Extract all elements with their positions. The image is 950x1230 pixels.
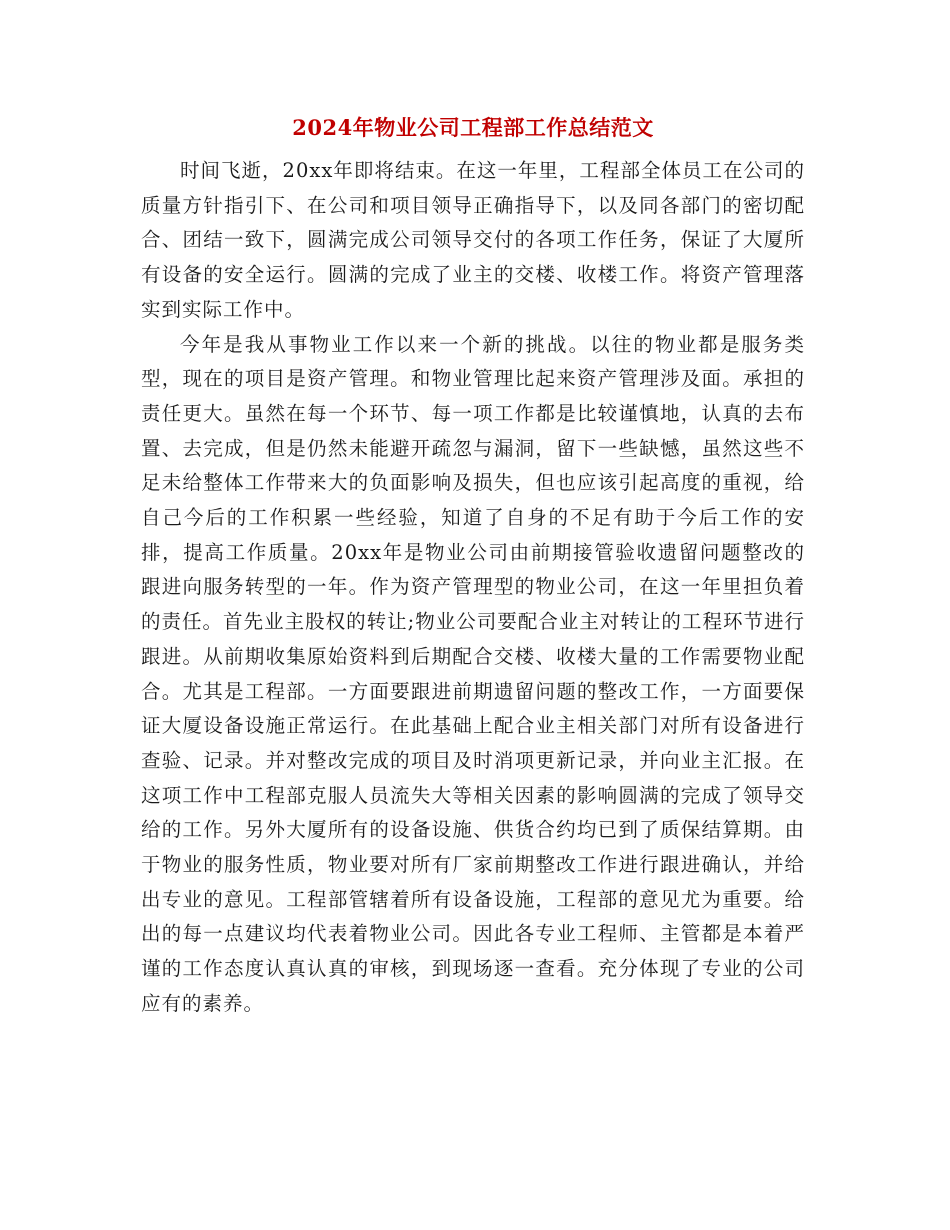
paragraph-intro: 时间飞逝，20xx年即将结束。在这一年里，工程部全体员工在公司的质量方针指引下、在公司和项目领导正确指导下，以及同各部门的密切配合、团结一致下，圆满完成公司领导交付的各项工作任务，保证了大厦所有设备的安全运行。圆满的完成了业主的交楼、收楼工作。将资产管理落实到实际工作中。: [141, 159, 805, 321]
paragraph-challenge: 今年是我从事物业工作以来一个新的挑战。以往的物业都是服务类型，现在的项目是资产管理。和物业管理比起来资产管理涉及面。承担的责任更大。虽然在每一个环节、每一项工作都是比较谨慎地，认真的去布置、去完成，但是仍然未能避开疏忽与漏洞，留下一些缺憾，虽然这些不足未给整体工作带来大的负面影响及损失，但也应该引起高度的重视，给自己今后的工作积累一些经验，知道了自身的不足有助于今后工作的安排，提高工作质量。20xx年是物业公司由前期接管验收遗留问题整改的跟进向服务转型的一年。作为资产管理型的物业公司，在这一年里担负着的责任。首先业主股权的转让;物业公司要配合业主对转让的工程环节进行跟进。从前期收集原始资料到后期配合交楼、收楼大量的工作需要物业配合。尤其是工程部。一方面要跟进前期遗留问题的整改工作，一方面要保证大厦设备设施正常运行。在此基础上配合业主相关部门对所有设备进行查验、记录。并对整改完成的项目及时消项更新记录，并向业主汇报。在这项工作中工程部克服人员流失大等相关因素的影响圆满的完成了领导交给的工作。另外大厦所有的设备设施、供货合约均已到了质保结算期。由于物业的服务性质，物业要对所有厂家前期整改工作进行跟进确认，并给出专业的意见。工程部管辖着所有设备设施，工程部的意见尤为重要。给出的每一点建议均代表着物业公司。因此各专业工程师、主管都是本着严谨的工作态度认真认真的审核，到现场逐一查看。充分体现了专业的公司应有的素养。: [141, 332, 805, 1015]
document-page: [141, 108, 805, 1022]
document-title: 2024年物业公司工程部工作总结范文: [292, 115, 654, 140]
document-body: [141, 154, 805, 1022]
